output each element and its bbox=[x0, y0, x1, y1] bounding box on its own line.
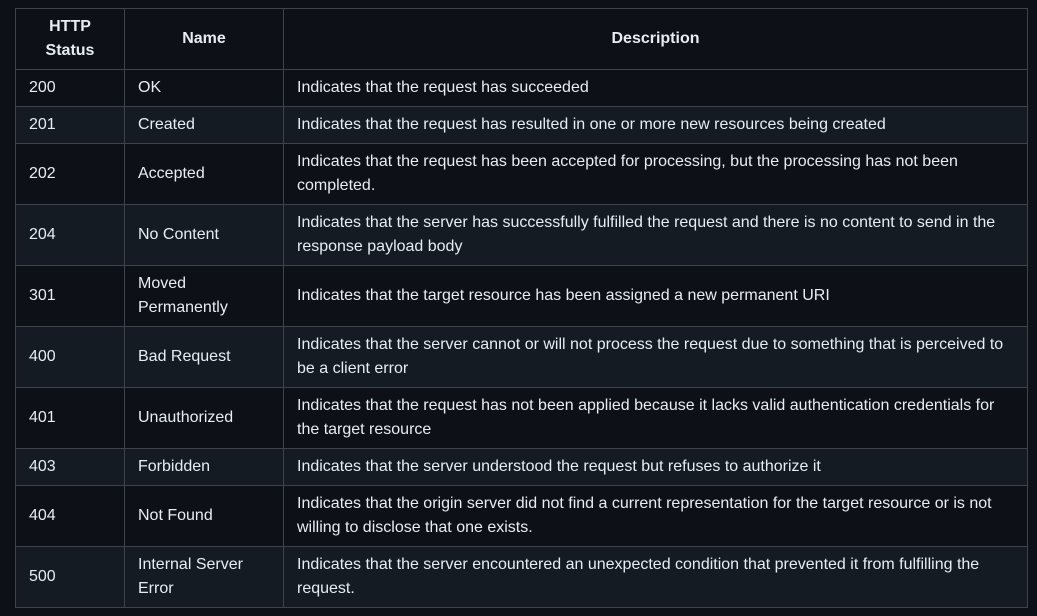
column-header-description: Description bbox=[284, 9, 1028, 70]
table-row bbox=[16, 266, 1028, 327]
description-cell: Indicates that the server cannot or will not process the request due to something that is perceived to be a client error bbox=[284, 327, 1028, 388]
status-cell: 401 bbox=[16, 388, 125, 449]
status-cell: 404 bbox=[16, 486, 125, 547]
table-row bbox=[16, 144, 1028, 205]
table-body bbox=[16, 70, 1028, 608]
table-row bbox=[16, 107, 1028, 144]
name-cell: Accepted bbox=[125, 144, 284, 205]
name-cell: Created bbox=[125, 107, 284, 144]
column-header-http-status: HTTP Status bbox=[16, 9, 125, 70]
table-row bbox=[16, 449, 1028, 486]
table-row bbox=[16, 486, 1028, 547]
description-cell: Indicates that the origin server did not find a current representation for the target resource or is not willing to disclose that one exists. bbox=[284, 486, 1028, 547]
table-container bbox=[15, 8, 1027, 608]
status-cell: 400 bbox=[16, 327, 125, 388]
table-row bbox=[16, 388, 1028, 449]
description-cell: Indicates that the request has resulted in one or more new resources being created bbox=[284, 107, 1028, 144]
table-row bbox=[16, 70, 1028, 107]
header-row bbox=[16, 9, 1028, 70]
status-cell: 202 bbox=[16, 144, 125, 205]
status-cell: 200 bbox=[16, 70, 125, 107]
status-cell: 201 bbox=[16, 107, 125, 144]
name-cell: Forbidden bbox=[125, 449, 284, 486]
description-cell: Indicates that the request has been accepted for processing, but the processing has not been completed. bbox=[284, 144, 1028, 205]
name-cell: Unauthorized bbox=[125, 388, 284, 449]
name-cell: OK bbox=[125, 70, 284, 107]
status-cell: 301 bbox=[16, 266, 125, 327]
table-row bbox=[16, 327, 1028, 388]
http-status-table bbox=[15, 8, 1028, 608]
name-cell: Bad Request bbox=[125, 327, 284, 388]
table-row bbox=[16, 547, 1028, 608]
name-cell: Not Found bbox=[125, 486, 284, 547]
name-cell: No Content bbox=[125, 205, 284, 266]
description-cell: Indicates that the request has succeeded bbox=[284, 70, 1028, 107]
description-cell: Indicates that the request has not been applied because it lacks valid authentication credentials for the target resource bbox=[284, 388, 1028, 449]
table-header bbox=[16, 9, 1028, 70]
name-cell: Moved Permanently bbox=[125, 266, 284, 327]
description-cell: Indicates that the server understood the request but refuses to authorize it bbox=[284, 449, 1028, 486]
description-cell: Indicates that the target resource has been assigned a new permanent URI bbox=[284, 266, 1028, 327]
column-header-name: Name bbox=[125, 9, 284, 70]
description-cell: Indicates that the server has successfully fulfilled the request and there is no content to send in the response payload body bbox=[284, 205, 1028, 266]
status-cell: 403 bbox=[16, 449, 125, 486]
name-cell: Internal Server Error bbox=[125, 547, 284, 608]
description-cell: Indicates that the server encountered an unexpected condition that prevented it from fulfilling the request. bbox=[284, 547, 1028, 608]
table-row bbox=[16, 205, 1028, 266]
status-cell: 500 bbox=[16, 547, 125, 608]
status-cell: 204 bbox=[16, 205, 125, 266]
